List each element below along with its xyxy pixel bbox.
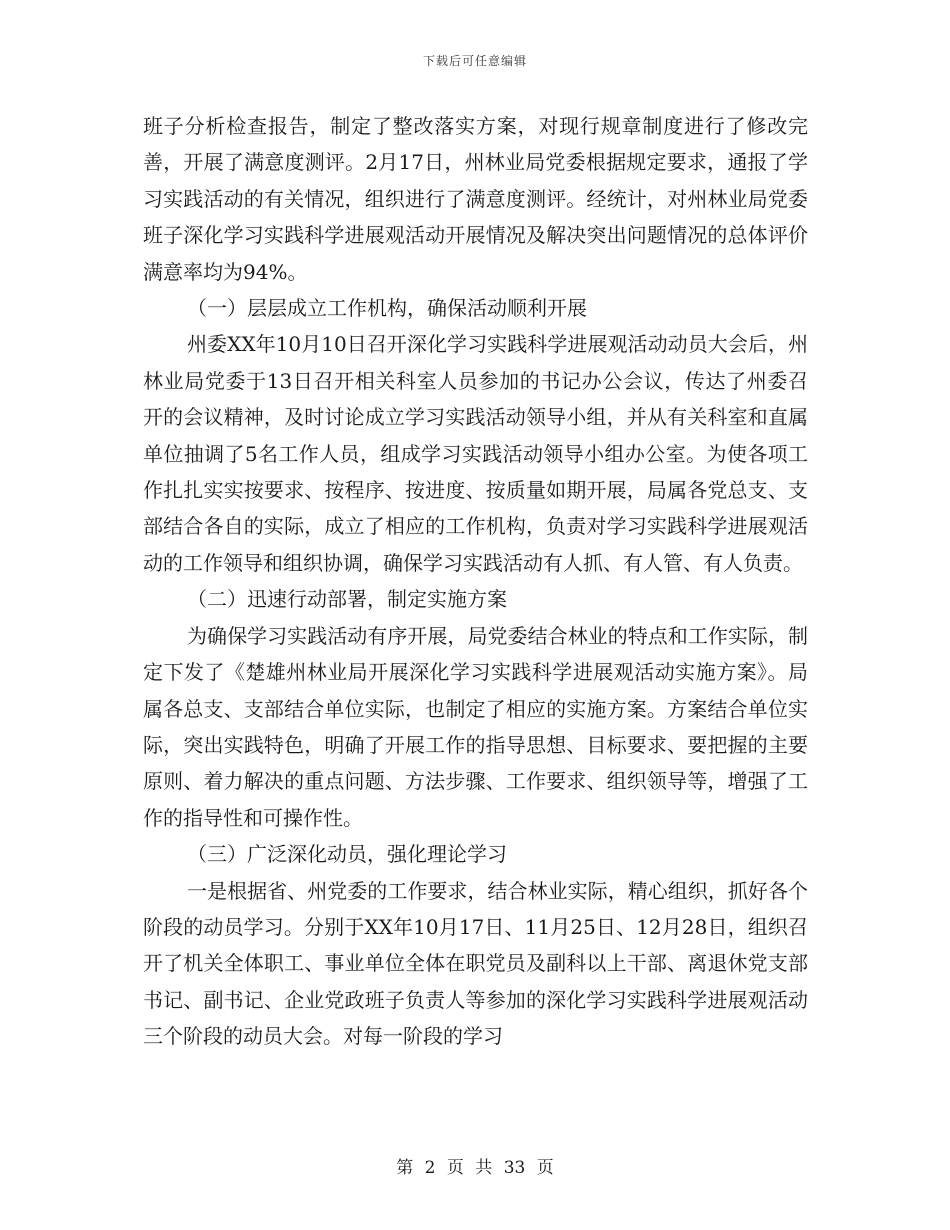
body-paragraph: 州委XX年10月10日召开深化学习实践科学进展观活动动员大会后，州林业局党委于13日召开相关科室人员参加的书记办公会议，传达了州委召开的会议精神，及时讨论成立学习实践活动领导小组，并从有关科室和直属单位抽调了5名工作人员，组成学习实践活动领导小组办公室。为使各项工作扎扎实实按要求、按程序、按进度、按质量如期开展，局属各党总支、支部结合各自的实际，成立了相应的工作机构，负责对学习实践科学进展观活动的工作领导和组织协调，确保学习实践活动有人抓、有人管、有人负责。 bbox=[143, 332, 808, 575]
document-body bbox=[143, 108, 808, 1055]
section-heading-2: （二）迅速行动部署，制定实施方案 bbox=[187, 587, 507, 612]
page-header: 下载后可任意编辑 bbox=[422, 54, 527, 68]
body-paragraph: 为确保学习实践活动有序开展，局党委结合林业的特点和工作实际，制定下发了《楚雄州林业局开展深化学习实践科学进展观活动实施方案》。局属各总支、支部结合单位实际，也制定了相应的实施方案。方案结合单位实际，突出实践特色，明确了开展工作的指导思想、目标要求、要把握的主要原则、着力解决的重点问题、方法步骤、工作要求、组织领导等，增强了工作的指导性和可操作性。 bbox=[143, 623, 808, 830]
page-number-footer: 第 2 页 共 33 页 bbox=[396, 1158, 554, 1178]
section-heading-3: （三）广泛深化动员，强化理论学习 bbox=[187, 842, 507, 867]
body-paragraph-continued: 班子分析检查报告，制定了整改落实方案，对现行规章制度进行了修改完善，开展了满意度测评。2月17日，州林业局党委根据规定要求，通报了学习实践活动的有关情况，组织进行了满意度测评。经统计，对州林业局党委班子深化学习实践科学进展观活动开展情况及解决突出问题情况的总体评价满意率均为94%。 bbox=[143, 114, 808, 284]
body-paragraph: 一是根据省、州党委的工作要求，结合林业实际，精心组织，抓好各个阶段的动员学习。分别于XX年10月17日、11月25日、12月28日，组织召开了机关全体职工、事业单位全体在职党员及副科以上干部、离退休党支部书记、副书记、企业党政班子负责人等参加的深化学习实践科学进展观活动三个阶段的动员大会。对每一阶段的学习 bbox=[143, 878, 808, 1049]
section-heading-1: （一）层层成立工作机构，确保活动顺利开展 bbox=[187, 296, 587, 321]
